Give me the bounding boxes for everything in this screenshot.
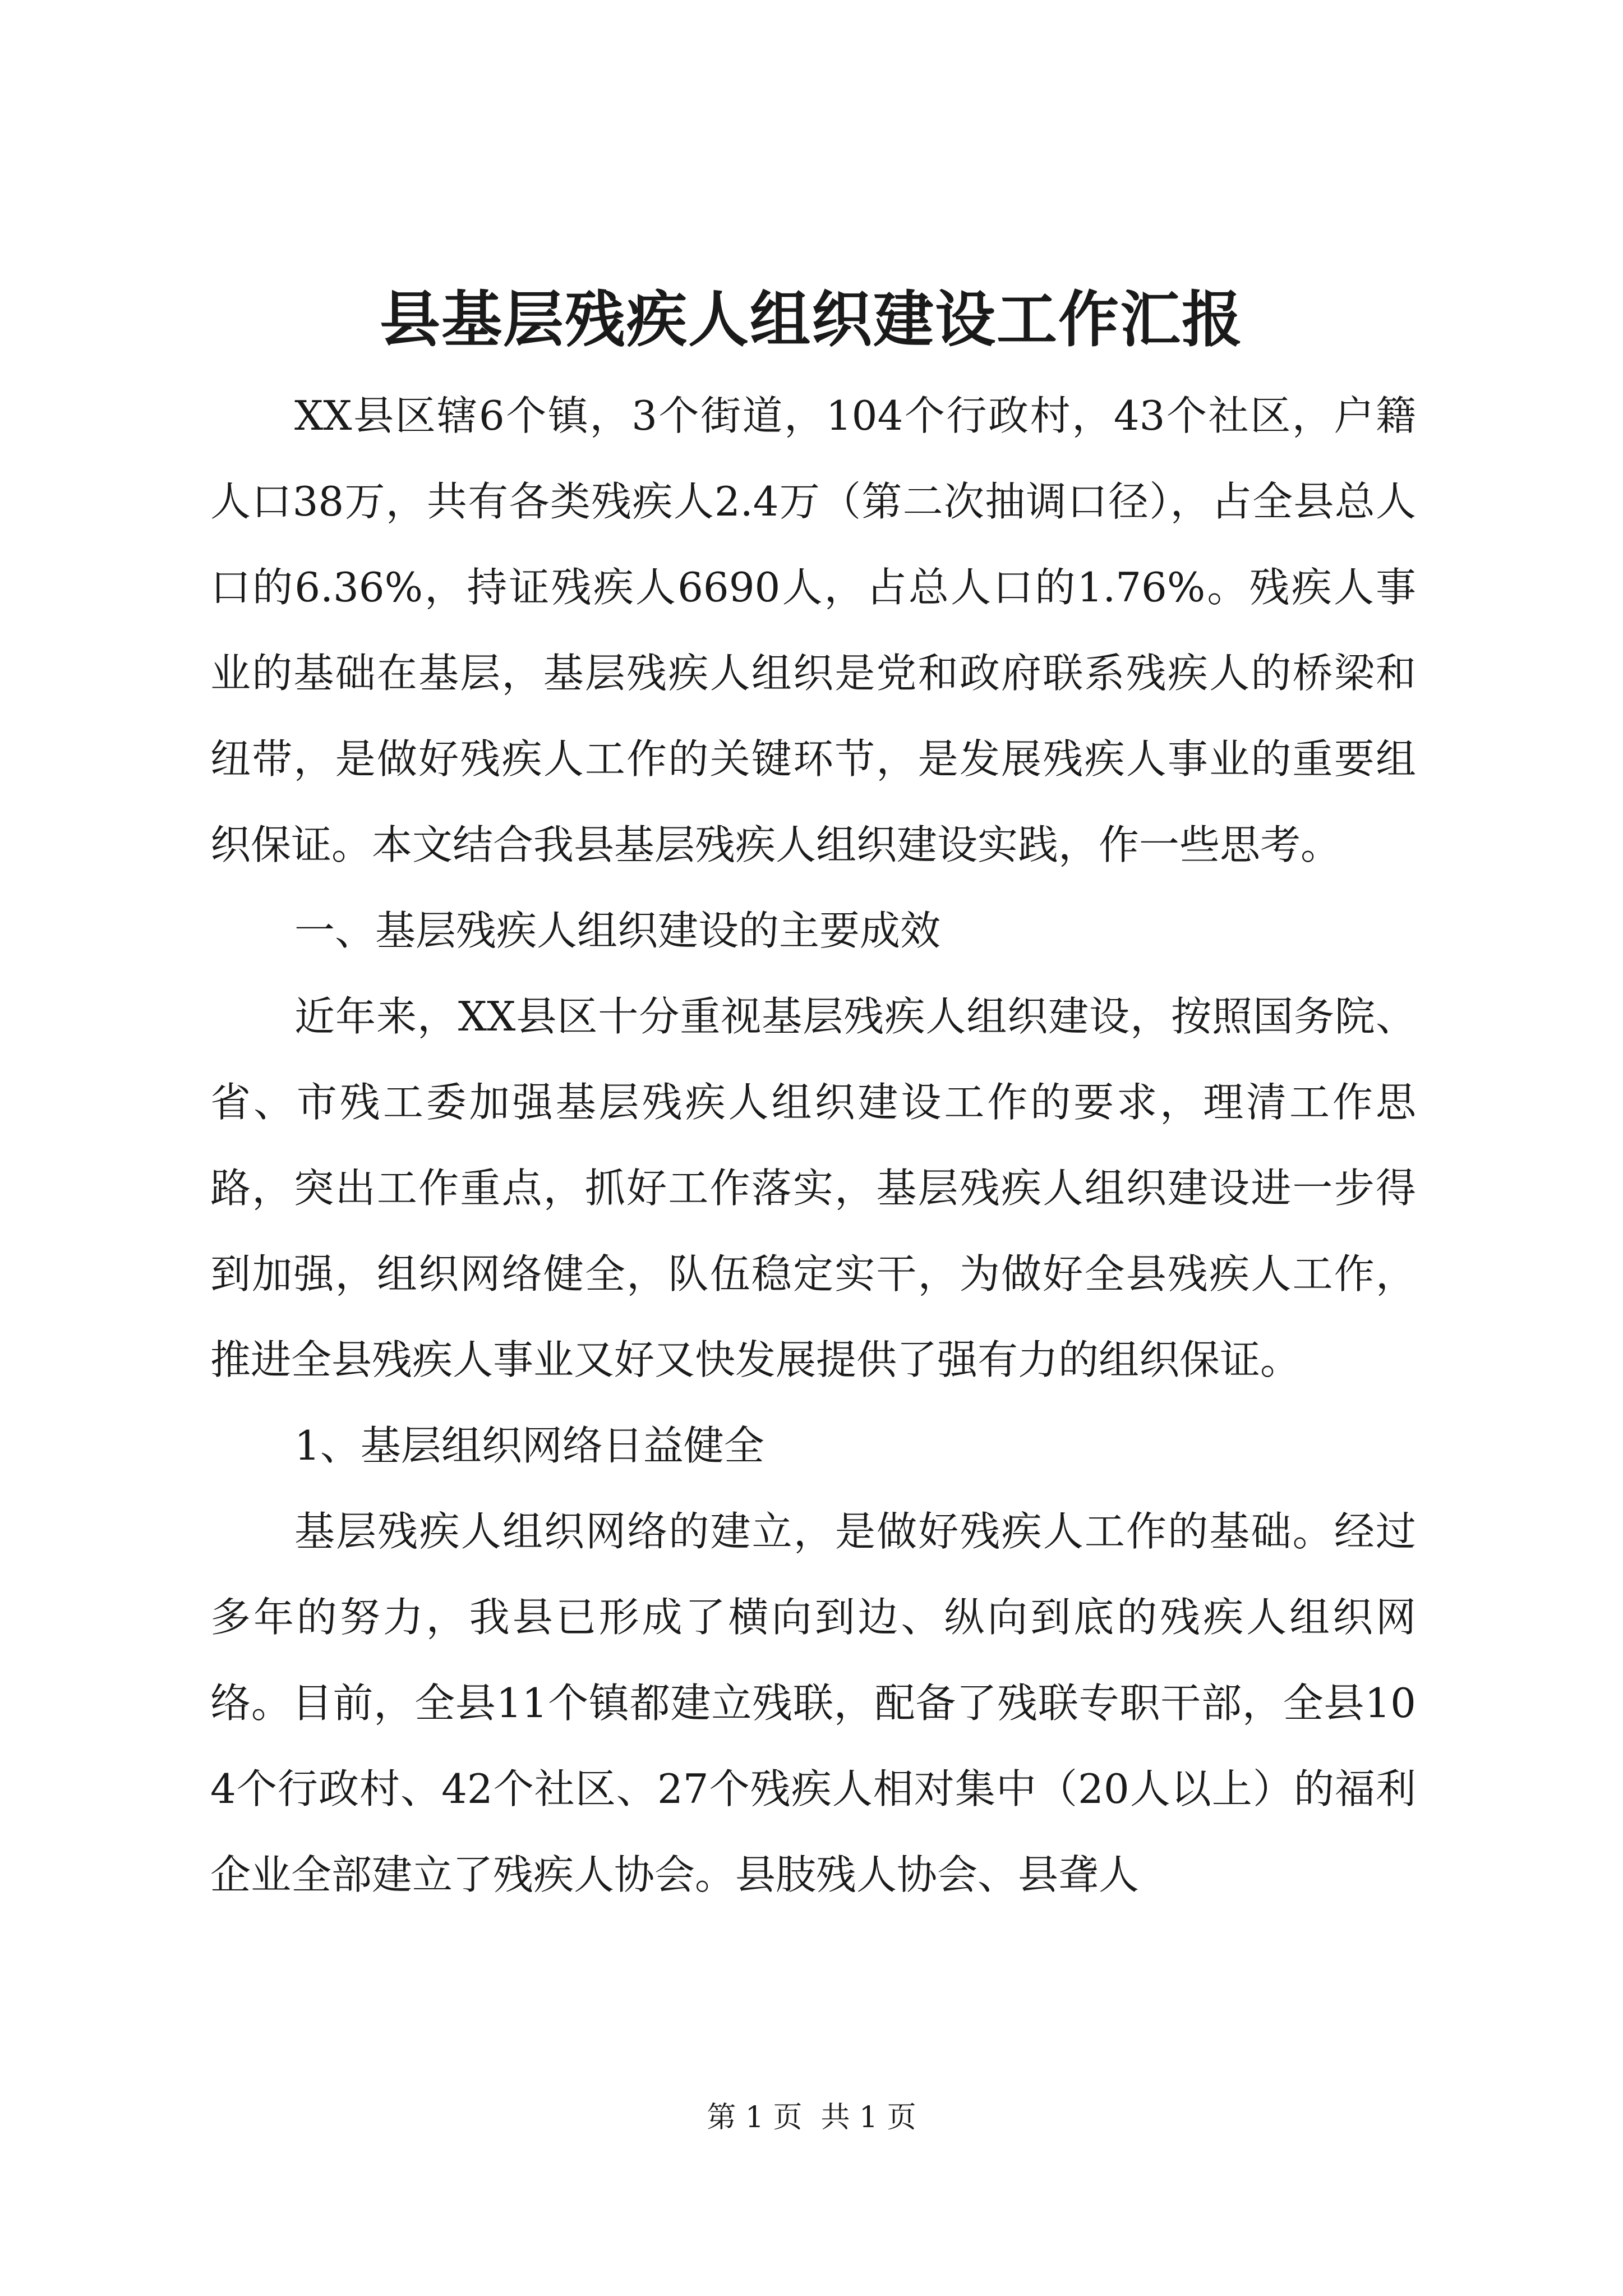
document-title: 县基层残疾人组织建设工作汇报 bbox=[379, 284, 1243, 355]
page-number-footer: 第 1 页 共 1 页 bbox=[707, 2101, 916, 2134]
subsection-heading-network: 1、基层组织网络日益健全 bbox=[294, 1422, 764, 1469]
section-heading-achievements: 一、基层残疾人组织建设的主要成效 bbox=[294, 907, 941, 954]
paragraph-intro: XX县区辖6个镇，3个街道，104个行政村，43个社区，户籍人口38万，共有各类残疾人2.4万（第二次抽调口径），占全县总人口的6.36%，持证残疾人6690人，占总人口的1.76%。残疾人事业的基础在基层，基层残疾人组织是党和政府联系残疾人的桥梁和纽带，是做好残疾人工作的关键环节，是发展残疾人事业的重要组织保证。本文结合我县基层残疾人组织建设实践，作一些思考。 bbox=[210, 392, 1416, 868]
paragraph-achievements: 近年来，XX县区十分重视基层残疾人组织建设，按照国务院、省、市残工委加强基层残疾人组织建设工作的要求，理清工作思路，突出工作重点，抓好工作落实，基层残疾人组织建设进一步得到加强，组织网络健全，队伍稳定实干，为做好全县残疾人工作，推进全县残疾人事业又好又快发展提供了强有力的组织保证。 bbox=[210, 993, 1416, 1383]
document-body bbox=[210, 373, 1416, 1918]
paragraph-network: 基层残疾人组织网络的建立，是做好残疾人工作的基础。经过多年的努力，我县已形成了横向到边、纵向到底的残疾人组织网络。目前，全县11个镇都建立残联，配备了残联专职干部，全县104个行政村、42个社区、27个残疾人相对集中（20人以上）的福利企业全部建立了残疾人协会。县肢残人协会、县聋人 bbox=[210, 1508, 1416, 1898]
